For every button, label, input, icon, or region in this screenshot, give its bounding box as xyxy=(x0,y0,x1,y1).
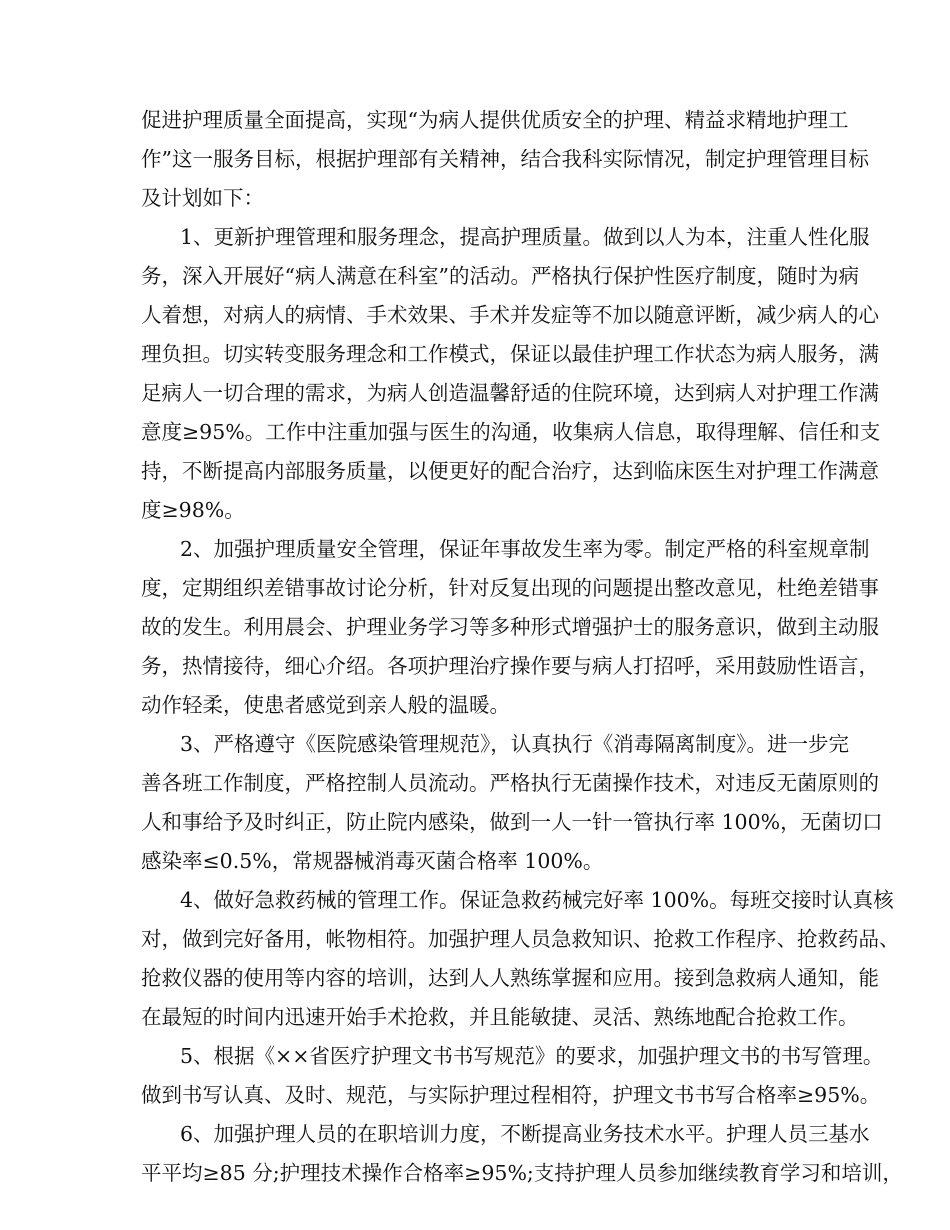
text-line: 作”这一服务目标，根据护理部有关精神，结合我科实际情况，制定护理管理目标 xyxy=(141,147,869,171)
text-line: 度，定期组织差错事故讨论分析，针对反复出现的问题提出整改意见，杜绝差错事 xyxy=(141,576,879,600)
text-line: 动作轻柔，使患者感觉到亲人般的温暖。 xyxy=(141,693,510,717)
text-line: 持，不断提高内部服务质量，以便更好的配合治疗，达到临床医生对护理工作满意 xyxy=(141,459,879,483)
text-line: 6、加强护理人员的在职培训力度，不断提高业务技术水平。护理人员三基水 xyxy=(180,1122,870,1146)
text-line: 做到书写认真、及时、规范，与实际护理过程相符，护理文书书写合格率≥95%。 xyxy=(141,1083,881,1107)
text-line: 促进护理质量全面提高，实现“为病人提供优质安全的护理、精益求精地护理工 xyxy=(141,108,849,132)
text-line: 及计划如下： xyxy=(141,186,264,210)
text-line: 5、根据《××省医疗护理文书书写规范》的要求，加强护理文书的书写管理。 xyxy=(180,1044,884,1068)
text-line: 在最短的时间内迅速开始手术抢救，并且能敏捷、灵活、熟练地配合抢救工作。 xyxy=(141,1005,859,1029)
text-line: 故的发生。利用晨会、护理业务学习等多种形式增强护士的服务意识，做到主动服 xyxy=(141,615,879,639)
text-line: 足病人一切合理的需求，为病人创造温馨舒适的住院环境，达到病人对护理工作满 xyxy=(141,381,879,405)
text-line: 3、严格遵守《医院感染管理规范》，认真执行《消毒隔离制度》。进一步完 xyxy=(180,732,850,756)
text-line: 务，深入开展好“病人满意在科室”的活动。严格执行保护性医疗制度，随时为病 xyxy=(141,264,859,288)
text-line: 意度≥95%。工作中注重加强与医生的沟通，收集病人信息，取得理解、信任和支 xyxy=(141,420,881,444)
text-line: 2、加强护理质量安全管理，保证年事故发生率为零。制定严格的科室规章制 xyxy=(180,537,870,561)
text-line: 人和事给予及时纠正，防止院内感染，做到一人一针一管执行率 100%，无菌切口 xyxy=(141,810,883,834)
text-line: 度≥98%。 xyxy=(141,498,245,522)
text-line: 1、更新护理管理和服务理念，提高护理质量。做到以人为本，注重人性化服 xyxy=(180,225,870,249)
text-line: 理负担。切实转变服务理念和工作模式，保证以最佳护理工作状态为病人服务，满 xyxy=(141,342,879,366)
text-line: 感染率≤0.5%，常规器械消毒灭菌合格率 100%。 xyxy=(141,849,604,873)
text-line: 抢救仪器的使用等内容的培训，达到人人熟练掌握和应用。接到急救病人通知，能 xyxy=(141,966,879,990)
text-line: 人着想，对病人的病情、手术效果、手术并发症等不加以随意评断，减少病人的心 xyxy=(141,303,879,327)
text-line: 善各班工作制度，严格控制人员流动。严格执行无菌操作技术，对违反无菌原则的 xyxy=(141,771,879,795)
text-line: 对，做到完好备用，帐物相符。加强护理人员急救知识、抢救工作程序、抢救药品、 xyxy=(141,927,900,951)
text-line: 平平均≥85 分;护理技术操作合格率≥95%;支持护理人员参加继续教育学习和培训， xyxy=(141,1161,903,1185)
text-line: 4、做好急救药械的管理工作。保证急救药械完好率 100%。每班交接时认真核 xyxy=(180,888,894,912)
text-line: 务，热情接待，细心介绍。各项护理治疗操作要与病人打招呼，采用鼓励性语言， xyxy=(141,654,879,678)
